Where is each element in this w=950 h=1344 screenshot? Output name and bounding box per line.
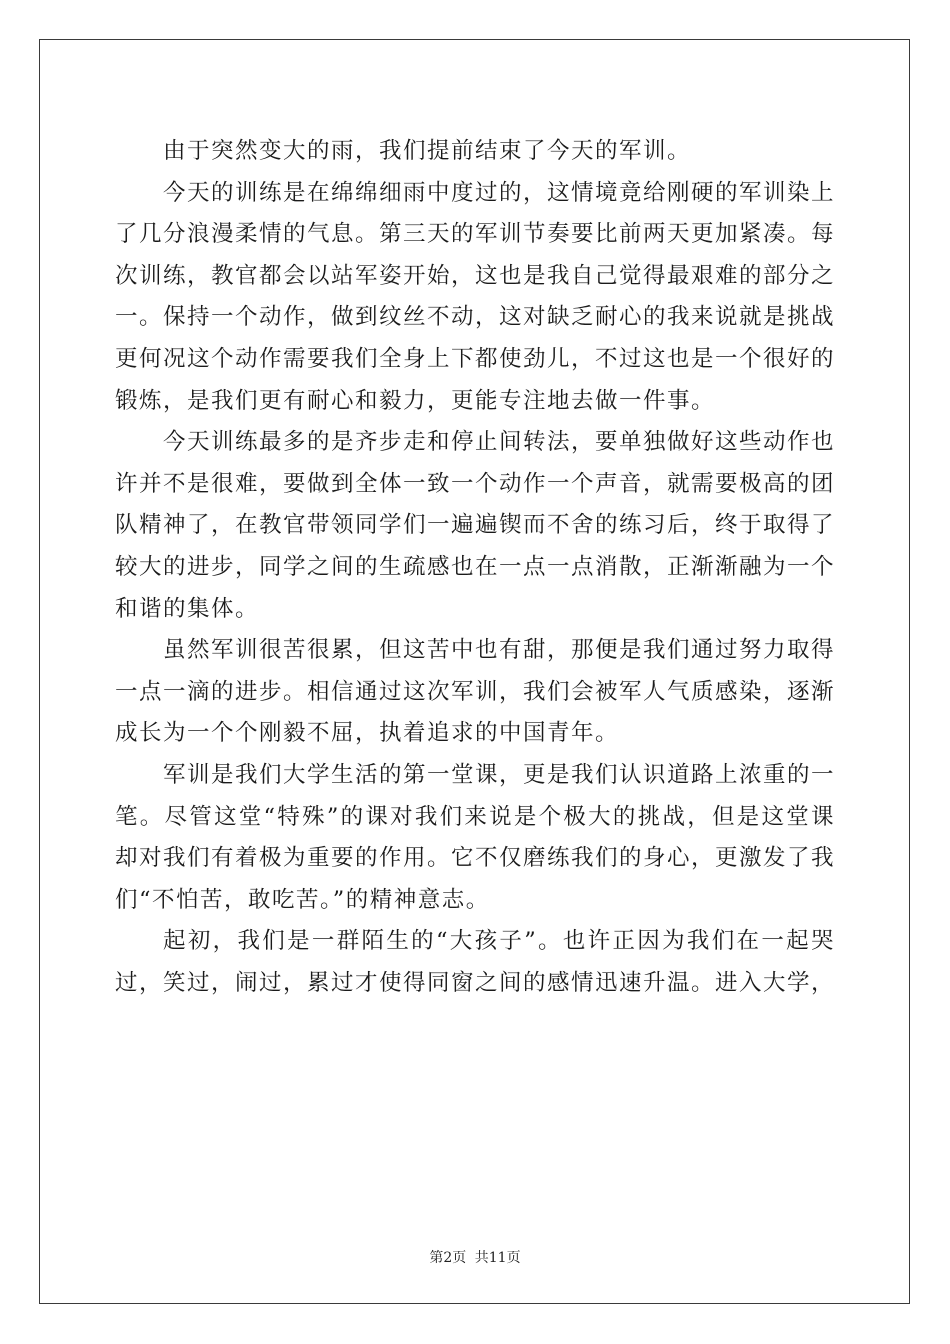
page-total: 共11页 (474, 1250, 521, 1266)
page-footer (0, 1247, 950, 1267)
paragraph: 今天训练最多的是齐步走和停止间转法，要单独做好这些动作也许并不是很难，要做到全体一致一个动作一个声音，就需要极高的团队精神了，在教官带领同学们一遍遍锲而不舍的练习后，终于取得了较大的进步，同学之间的生疏感也在一点一点消散，正渐渐融为一个和谐的集体。 (115, 429, 836, 622)
page-number: 第2页 (429, 1250, 467, 1266)
paragraph: 今天的训练是在绵绵细雨中度过的，这情境竟给刚硬的军训染上了几分浪漫柔情的气息。第三天的军训节奏要比前两天更加紧凑。每次训练，教官都会以站军姿开始，这也是我自己觉得最艰难的部分之一。保持一个动作，做到纹丝不动，这对缺乏耐心的我来说就是挑战更何况这个动作需要我们全身上下都使劲儿，不过这也是一个很好的锻炼，是我们更有耐心和毅力，更能专注地去做一件事。 (115, 179, 836, 414)
paragraph: 由于突然变大的雨，我们提前结束了今天的军训。 (163, 138, 692, 164)
document-body (115, 131, 835, 1004)
paragraph: 起初，我们是一群陌生的“大孩子”。也许正因为我们在一起哭过，笑过，闹过，累过才使得同窗之间的感情迅速升温。进入大学， (115, 928, 836, 996)
paragraph: 军训是我们大学生活的第一堂课，更是我们认识道路上浓重的一笔。尽管这堂“特殊”的课对我们来说是个极大的挑战，但是这堂课却对我们有着极为重要的作用。它不仅磨练我们的身心，更激发了我们“不怕苦，敢吃苦。”的精神意志。 (115, 761, 836, 913)
paragraph: 虽然军训很苦很累，但这苦中也有甜，那便是我们通过努力取得一点一滴的进步。相信通过这次军训，我们会被军人气质感染，逐渐成长为一个个刚毅不屈，执着追求的中国青年。 (115, 637, 836, 747)
